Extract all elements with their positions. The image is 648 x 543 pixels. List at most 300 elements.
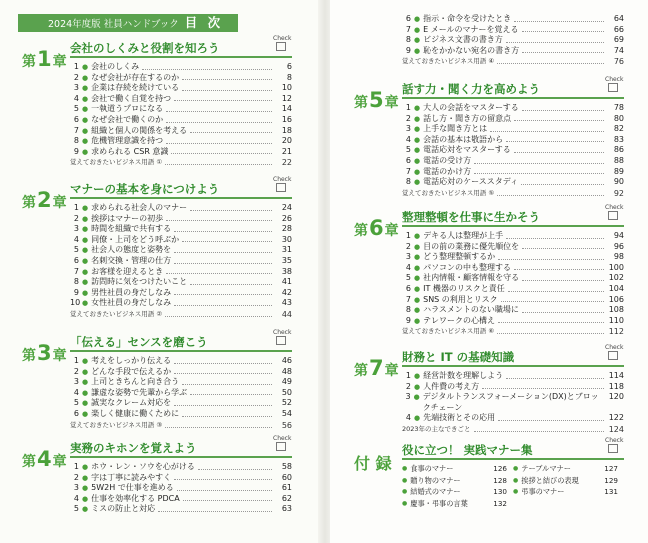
toc-entry[interactable] — [70, 356, 292, 367]
checkbox-square[interactable] — [608, 211, 618, 220]
entry-page: 110 — [608, 315, 624, 325]
dot-leader — [498, 413, 604, 421]
entry-page: 49 — [281, 377, 292, 387]
handbook-year: 2024年度版 社員ハンドブック — [48, 19, 179, 30]
entry-title: 電話の受け方 — [423, 155, 472, 165]
dot-leader — [506, 35, 604, 43]
entry-page: 66 — [613, 24, 624, 34]
toc-entry[interactable] — [70, 94, 292, 105]
bullet-icon: ● — [414, 135, 421, 144]
entry-title: 企業は存続を続けている — [91, 83, 180, 93]
entry-title: SNS の利用とリスク — [423, 294, 498, 304]
checkbox-square[interactable] — [608, 351, 618, 360]
entry-number: 1 — [405, 231, 411, 240]
bullet-icon: ● — [414, 382, 421, 391]
check-box[interactable]: Check — [605, 76, 621, 92]
bullet-icon: ● — [414, 316, 421, 325]
bullet-icon: ● — [82, 357, 89, 365]
entry-title: 組織と個人の関係を考える — [91, 125, 188, 135]
toc-entry[interactable] — [70, 126, 292, 137]
toc-entry[interactable] — [402, 156, 624, 167]
chapter-6 — [354, 204, 648, 350]
appendix-section — [354, 437, 648, 543]
toc-entry[interactable] — [70, 462, 292, 473]
entry-page: 102 — [608, 273, 624, 283]
chapter-title: 「伝える」センスを磨こう — [70, 335, 292, 352]
chapter-label: 第5章 — [354, 88, 399, 112]
toc-entry[interactable] — [402, 284, 624, 295]
glossary-entry[interactable] — [70, 420, 292, 431]
entry-title: 人件費の考え方 — [423, 381, 480, 391]
dot-leader — [158, 504, 272, 512]
toc-entry[interactable] — [70, 298, 292, 309]
toc-entry[interactable] — [70, 83, 292, 94]
entry-page: 63 — [281, 504, 292, 514]
entry-page: 6 — [286, 62, 292, 71]
toc-entry[interactable] — [70, 267, 292, 278]
entry-title: 先端技術とその応用 — [423, 413, 496, 423]
toc-entry[interactable] — [402, 103, 624, 114]
entry-number: 2 — [73, 213, 79, 223]
toc-title: 目 次 — [184, 15, 224, 30]
toc-entry[interactable] — [402, 135, 624, 146]
chapter-items — [70, 62, 292, 168]
entry-title: 女性社員の身だしなみ — [91, 298, 172, 308]
appendix-entry-title: 挨拶と結びの表現 — [521, 475, 579, 485]
dot-leader — [522, 103, 604, 111]
appendix-entry-page: 129 — [604, 475, 618, 485]
entry-page: 104 — [608, 283, 624, 293]
bullet-icon: ● — [82, 278, 89, 287]
dot-leader — [522, 273, 604, 281]
toc-entry[interactable] — [402, 273, 624, 284]
entry-number: 2 — [73, 72, 79, 82]
entry-page: 108 — [608, 305, 624, 315]
toc-entry[interactable] — [70, 147, 292, 158]
bullet-icon: ● — [82, 256, 89, 265]
toc-entry[interactable] — [402, 114, 624, 125]
bullet-icon: ● — [82, 246, 89, 255]
entry-number: 4 — [73, 93, 79, 103]
entry-page: 30 — [281, 234, 292, 244]
entry-number: 3 — [73, 377, 79, 387]
entry-number: 4 — [73, 234, 79, 244]
entry-title: 謙虚な姿勢で先輩から学ぶ — [91, 387, 188, 397]
checkbox-square[interactable] — [276, 183, 286, 192]
entry-number: 8 — [405, 177, 411, 187]
toc-entry[interactable] — [70, 245, 292, 256]
glossary-title: 覚えておきたいビジネス用語 ② — [70, 309, 163, 318]
toc-entry[interactable] — [70, 483, 292, 494]
entry-number: 3 — [405, 252, 411, 262]
dot-leader — [165, 309, 272, 317]
entry-page: 114 — [608, 371, 624, 380]
dot-leader — [182, 73, 272, 81]
appendix-entry-page: 127 — [604, 464, 618, 473]
entry-number: 2 — [73, 366, 79, 376]
entry-title: ミスの防止と対応 — [91, 504, 156, 514]
toc-entry[interactable] — [402, 295, 624, 306]
chapter-number: 1 — [37, 47, 52, 71]
entry-title: E メールのマナーを覚える — [423, 24, 519, 34]
bullet-icon: ● — [402, 465, 408, 472]
toc-entry[interactable] — [70, 409, 292, 420]
bullet-icon: ● — [82, 378, 89, 387]
entry-number: 2 — [405, 381, 411, 391]
dot-leader — [171, 147, 272, 155]
toc-entry[interactable] — [402, 124, 624, 135]
entry-title: 会社のしくみ — [91, 62, 140, 71]
bullet-icon: ● — [82, 388, 89, 397]
glossary-entry[interactable] — [402, 56, 624, 67]
bullet-icon: ● — [82, 115, 89, 124]
dot-leader — [166, 104, 272, 112]
entry-title: 考えをしっかり伝える — [91, 356, 172, 365]
toc-entry[interactable] — [402, 305, 624, 316]
glossary-title: 覚えておきたいビジネス用語 ④ — [402, 57, 495, 66]
entry-number: 5 — [73, 398, 79, 408]
toc-entry[interactable] — [70, 256, 292, 267]
entry-title: IT 機器のリスクと責任 — [423, 283, 505, 293]
appendix-entry[interactable] — [513, 463, 624, 475]
bullet-icon: ● — [414, 414, 421, 423]
entry-title: パソコンの中も整理する — [423, 262, 511, 272]
dot-leader — [522, 25, 604, 33]
bullet-icon: ● — [414, 372, 421, 380]
appendix-entry[interactable] — [402, 498, 513, 510]
entry-number: 6 — [405, 155, 411, 165]
dot-leader — [506, 371, 604, 379]
entry-number: 3 — [73, 224, 79, 234]
entry-number: 8 — [73, 136, 79, 146]
chapter-4 — [22, 435, 322, 543]
dot-leader — [174, 288, 272, 296]
entry-title: 楽しく健康に働くために — [91, 408, 180, 418]
entry-title: 字は丁寧に読みやすく — [91, 472, 172, 482]
entry-title: 5W2H で仕事を進める — [91, 483, 174, 493]
checkbox-square[interactable] — [276, 336, 286, 345]
dot-leader — [165, 420, 272, 428]
entry-title: どう整理整頓するか — [423, 252, 496, 262]
glossary-entry[interactable] — [402, 188, 624, 199]
appendix-entry[interactable] — [402, 463, 513, 475]
bullet-icon: ● — [414, 156, 421, 165]
entry-number: 5 — [73, 504, 79, 514]
entry-page: 120 — [608, 392, 624, 402]
checkbox-square[interactable] — [276, 442, 286, 451]
entry-page: 80 — [613, 113, 624, 123]
bullet-icon: ● — [414, 178, 421, 187]
entry-page: 88 — [613, 155, 624, 165]
entry-page: 14 — [281, 104, 292, 114]
entry-number: 1 — [73, 462, 79, 471]
chapter-items — [402, 231, 624, 337]
entry-title: 上手な聞き方とは — [423, 124, 488, 134]
entry-number: 7 — [73, 266, 79, 276]
toc-entry[interactable] — [402, 242, 624, 253]
check-box[interactable]: Check — [605, 344, 621, 360]
toc-entry[interactable] — [402, 25, 624, 36]
bullet-icon: ● — [414, 104, 421, 112]
dot-leader — [522, 242, 604, 250]
bullet-icon: ● — [82, 473, 89, 482]
bullet-icon: ● — [414, 253, 421, 262]
entry-page: 98 — [613, 252, 624, 262]
chapter-5 — [354, 76, 648, 222]
toc-entry[interactable] — [70, 398, 292, 409]
dot-leader — [522, 305, 604, 313]
entry-page: 58 — [281, 462, 292, 471]
toc-entry[interactable] — [70, 473, 292, 484]
entry-number: 2 — [405, 113, 411, 123]
chapter-items — [402, 103, 624, 199]
glossary-page: 92 — [613, 188, 624, 198]
dot-leader — [514, 263, 604, 271]
bullet-icon: ● — [82, 225, 89, 234]
toc-entry[interactable] — [402, 35, 624, 46]
dot-leader — [514, 14, 604, 22]
appendix-entry-title: 結婚式のマナー — [410, 487, 461, 496]
entry-number: 5 — [405, 145, 411, 155]
bullet-icon: ● — [82, 204, 89, 212]
toc-entry[interactable] — [402, 382, 624, 393]
checkbox-square[interactable] — [608, 444, 618, 453]
entry-page: 38 — [281, 266, 292, 276]
toc-entry[interactable] — [70, 115, 292, 126]
entry-title: 求められる社会人のマナー — [91, 203, 188, 212]
toc-entry[interactable] — [70, 504, 292, 515]
entry-number: 6 — [73, 408, 79, 418]
bullet-icon: ● — [82, 63, 89, 71]
dot-leader — [182, 235, 272, 243]
appendix-entry[interactable] — [513, 486, 624, 498]
entry-number: 6 — [73, 114, 79, 124]
dot-leader — [183, 494, 272, 502]
toc-entry[interactable] — [402, 167, 624, 178]
glossary-entry[interactable] — [70, 157, 292, 168]
chapter-items — [70, 462, 292, 515]
appendix-entry-title: 慶事・弔事の言葉 — [410, 498, 468, 508]
checkbox-square[interactable] — [608, 83, 618, 92]
entry-number: 5 — [73, 245, 79, 255]
chapter-label: 第1章 — [22, 47, 67, 71]
entry-title: 会社で働く自覚を持つ — [91, 93, 172, 103]
entry-page: 69 — [613, 35, 624, 45]
entry-title: 話し方・聞き方の留意点 — [423, 113, 512, 123]
toc-entry[interactable] — [402, 14, 624, 25]
bullet-icon: ● — [82, 84, 89, 93]
bullet-icon: ● — [82, 409, 89, 418]
bullet-icon: ● — [414, 25, 421, 34]
entry-page: 94 — [613, 231, 624, 240]
entry-page: 50 — [281, 387, 292, 397]
dot-leader — [506, 231, 604, 239]
chapter-title: 実務のキホンを覚えよう — [70, 441, 292, 458]
toc-entry[interactable] — [70, 367, 292, 378]
toc-entry[interactable] — [70, 203, 292, 214]
glossary-entry[interactable] — [70, 309, 292, 320]
bullet-icon: ● — [513, 476, 519, 484]
entry-title: 危機管理意識を持つ — [91, 136, 164, 146]
dot-leader — [474, 156, 604, 164]
toc-entry[interactable] — [402, 316, 624, 327]
entry-title: 同僚・上司をどう呼ぶか — [91, 234, 180, 244]
entry-page: 96 — [613, 241, 624, 251]
entry-title: デジタルトランスフォーメーション(DX)とブロックチェーン — [422, 392, 599, 412]
entry-title: 男性社員の身だしなみ — [91, 287, 172, 297]
entry-page: 31 — [281, 245, 292, 255]
appendix-entry-title: 食事のマナー — [410, 464, 454, 473]
bullet-icon: ● — [82, 94, 89, 103]
dot-leader — [497, 326, 604, 334]
bullet-icon: ● — [414, 146, 421, 155]
dot-leader — [198, 462, 272, 470]
entry-number: 5 — [73, 104, 79, 114]
entry-title: 大人の会話をマスターする — [423, 103, 519, 112]
entry-number: 7 — [73, 125, 79, 135]
appendix-entry[interactable] — [513, 475, 624, 487]
bullet-icon: ● — [82, 126, 89, 135]
entry-page: 61 — [281, 483, 292, 493]
entry-title: 恥をかかない宛名の書き方 — [423, 45, 520, 55]
entry-page: 122 — [608, 413, 624, 423]
entry-title: ハラスメントのない職場に — [423, 305, 519, 315]
entry-page: 86 — [613, 145, 624, 155]
bullet-icon: ● — [402, 499, 408, 507]
bullet-icon: ● — [82, 105, 89, 114]
glossary-entry[interactable] — [402, 424, 624, 435]
dot-leader — [182, 377, 272, 385]
toc-entry[interactable] — [70, 494, 292, 505]
check-box[interactable]: Check — [273, 329, 289, 345]
toc-entry[interactable] — [402, 413, 624, 424]
entry-title: デキる人は整理が上手 — [423, 231, 504, 240]
check-box[interactable]: Check — [273, 176, 289, 192]
toc-entry[interactable] — [70, 388, 292, 399]
bullet-icon: ● — [413, 393, 420, 402]
entry-title: 目の前の業務に優先順位を — [423, 241, 520, 251]
bullet-icon: ● — [414, 263, 421, 272]
dot-leader — [190, 277, 272, 285]
toc-entry[interactable] — [70, 277, 292, 288]
entry-page: 62 — [281, 493, 292, 503]
check-box[interactable]: Check — [605, 437, 621, 453]
toc-entry[interactable] — [402, 177, 624, 188]
toc-entry[interactable] — [70, 235, 292, 246]
entry-title: 経営計数を理解しよう — [423, 371, 504, 380]
entry-title: 電話応対のケーススタディ — [423, 177, 519, 187]
toc-entry[interactable] — [70, 214, 292, 225]
chapter-label: 第4章 — [22, 447, 67, 471]
toc-entry[interactable] — [402, 46, 624, 57]
glossary-entry[interactable] — [402, 326, 624, 337]
entry-page: 89 — [613, 166, 624, 176]
check-box[interactable]: Check — [605, 204, 621, 220]
bullet-icon: ● — [82, 299, 89, 308]
dot-leader — [501, 295, 604, 303]
entry-number: 9 — [405, 45, 411, 55]
check-box[interactable]: Check — [273, 435, 289, 451]
glossary-title: 覚えておきたいビジネス用語 ⑤ — [402, 188, 495, 197]
dot-leader — [190, 388, 272, 396]
entry-number: 5 — [405, 273, 411, 283]
entry-number: 6 — [405, 283, 411, 293]
toc-entry[interactable] — [402, 392, 624, 413]
bullet-icon: ● — [414, 36, 421, 45]
entry-number: 10 — [70, 298, 81, 308]
entry-page: 28 — [281, 224, 292, 234]
dot-leader — [174, 367, 272, 375]
appendix-entry[interactable] — [402, 475, 513, 487]
glossary-title: 2023年の主なできごと — [402, 424, 471, 433]
chapter-number: 6 — [369, 216, 384, 240]
toc-entry[interactable] — [402, 371, 624, 382]
entry-page: 106 — [608, 294, 624, 304]
dot-leader — [508, 284, 604, 292]
appendix-entry[interactable] — [402, 486, 513, 498]
bullet-icon: ● — [82, 367, 89, 376]
toc-entry[interactable] — [402, 252, 624, 263]
appendix-title: 役に立つ！ 実践マナー集 — [402, 443, 624, 460]
bullet-icon: ● — [82, 494, 89, 503]
toc-entry[interactable] — [402, 263, 624, 274]
entry-page: 48 — [281, 366, 292, 376]
check-box[interactable]: Check — [273, 35, 289, 51]
dot-leader — [174, 356, 272, 364]
entry-number: 7 — [405, 294, 411, 304]
bullet-icon: ● — [414, 232, 421, 240]
toc-entry[interactable] — [70, 377, 292, 388]
toc-entry[interactable] — [70, 73, 292, 84]
toc-entry[interactable] — [402, 145, 624, 156]
glossary-page: 112 — [608, 327, 624, 337]
bullet-icon: ● — [414, 46, 421, 55]
appendix-entry-page: 126 — [493, 464, 507, 473]
dot-leader — [521, 177, 604, 185]
toc-entry[interactable] — [70, 288, 292, 299]
entry-page: 90 — [613, 177, 624, 187]
toc-entry[interactable] — [402, 231, 624, 242]
entry-number: 3 — [73, 483, 79, 493]
toc-entry[interactable] — [70, 104, 292, 115]
checkbox-square[interactable] — [276, 42, 286, 51]
dot-leader — [514, 145, 604, 153]
entry-number: 3 — [405, 124, 411, 134]
dot-leader — [490, 124, 604, 132]
chapter-number: 2 — [37, 188, 52, 212]
entry-page: 82 — [613, 124, 624, 134]
entry-title: どんな手段で伝えるか — [91, 366, 172, 376]
toc-entry[interactable] — [70, 136, 292, 147]
glossary-title: 覚えておきたいビジネス用語 ⑥ — [402, 327, 495, 336]
dot-leader — [514, 114, 604, 122]
appendix-entry-page: 131 — [604, 487, 618, 496]
bullet-icon: ● — [82, 214, 89, 223]
toc-entry[interactable] — [70, 62, 292, 73]
entry-title: 社会人の態度と姿勢を — [91, 245, 172, 255]
entry-number: 8 — [405, 305, 411, 315]
bullet-icon: ● — [414, 125, 421, 134]
chapter-items — [402, 14, 624, 67]
bullet-icon: ● — [414, 306, 421, 315]
entry-page: 24 — [281, 203, 292, 212]
entry-number: 4 — [73, 387, 79, 397]
appendix-entry-page: 128 — [493, 475, 507, 485]
entry-number: 6 — [73, 255, 79, 265]
bullet-icon: ● — [82, 147, 89, 156]
toc-entry[interactable] — [70, 224, 292, 235]
entry-title: ビジネス文書の書き方 — [423, 35, 503, 45]
